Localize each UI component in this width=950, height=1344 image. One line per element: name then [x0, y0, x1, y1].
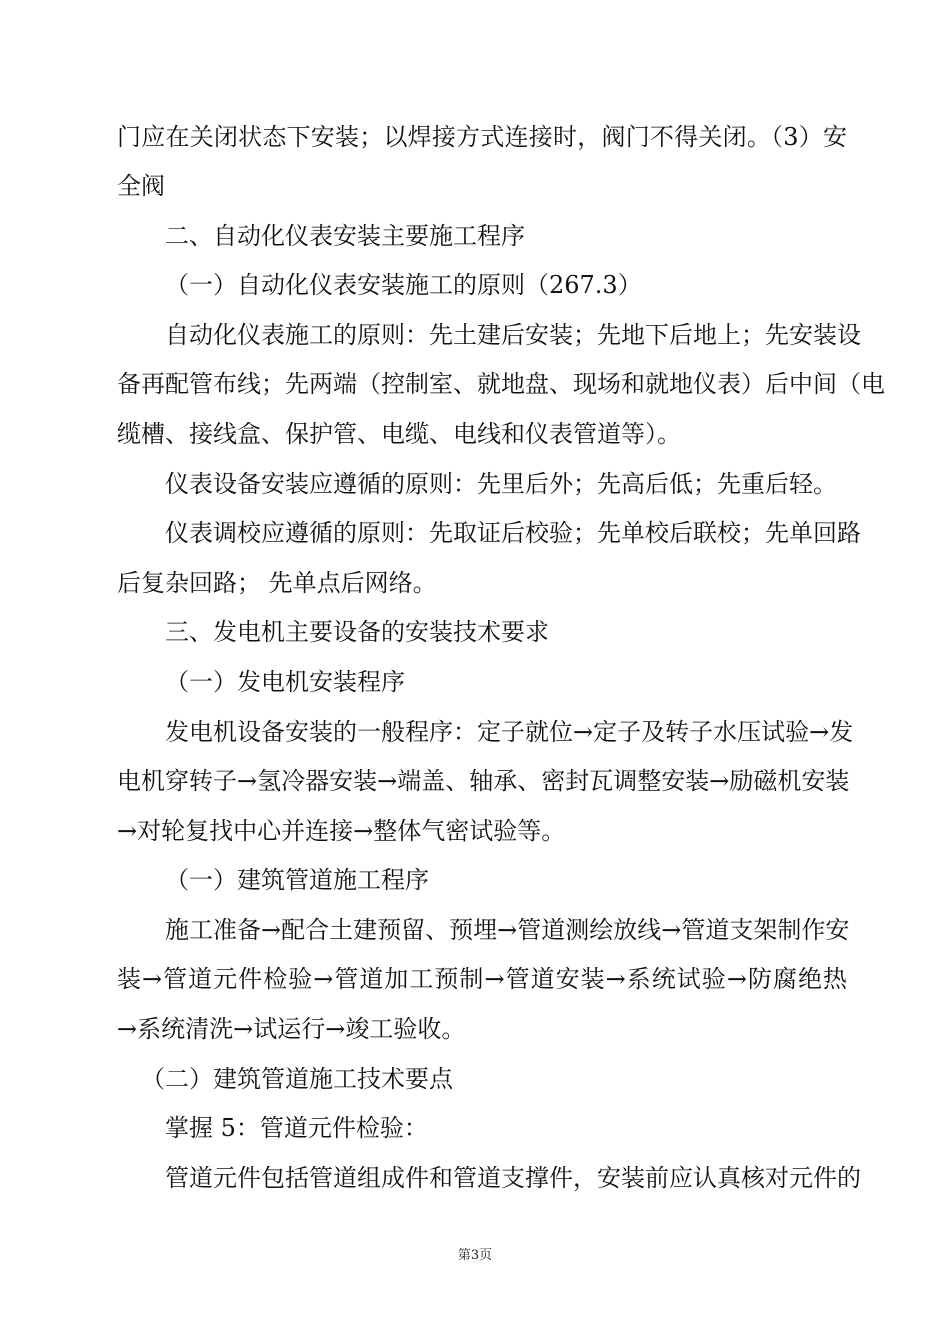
text-line: 管道元件包括管道组成件和管道支撑件，安装前应认真核对元件的	[165, 1164, 861, 1192]
text-line: 门应在关闭状态下安装；以焊接方式连接时，阀门不得关闭。（3）安	[117, 123, 847, 151]
subsection-heading: （一）发电机安装程序	[165, 668, 405, 696]
text-line: →对轮复找中心并连接→整体气密试验等。	[117, 817, 566, 845]
text-line: →系统清洗→试运行→竣工验收。	[117, 1015, 466, 1043]
subsection-heading: （一）自动化仪表安装施工的原则（267.3）	[165, 271, 642, 299]
text-line: 掌握 5：管道元件检验：	[165, 1114, 428, 1142]
text-line: 装→管道元件检验→管道加工预制→管道安装→系统试验→防腐绝热	[117, 965, 847, 993]
section-heading: 二、自动化仪表安装主要施工程序	[165, 222, 525, 250]
page-number: 第3页	[457, 1248, 493, 1263]
subsection-heading: （二）建筑管道施工技术要点	[141, 1065, 453, 1093]
text-line: 全阀	[117, 172, 165, 200]
text-line: 施工准备→配合土建预留、预埋→管道测绘放线→管道支架制作安	[165, 916, 850, 944]
text-line: 仪表调校应遵循的原则：先取证后校验；先单校后联校；先单回路	[165, 519, 861, 547]
text-line: 备再配管布线；先两端（控制室、就地盘、现场和就地仪表）后中间（电	[117, 370, 885, 398]
subsection-heading: （一）建筑管道施工程序	[165, 866, 429, 894]
text-line: 缆槽、接线盒、保护管、电缆、电线和仪表管道等）。	[117, 420, 681, 448]
section-heading: 三、发电机主要设备的安装技术要求	[165, 618, 549, 646]
text-line: 电机穿转子→氢冷器安装→端盖、轴承、密封瓦调整安装→励磁机安装	[117, 767, 850, 795]
text-line: 自动化仪表施工的原则：先土建后安装；先地下后地上；先安装设	[165, 321, 861, 349]
text-line: 发电机设备安装的一般程序：定子就位→定子及转子水压试验→发	[165, 718, 854, 746]
text-line: 仪表设备安装应遵循的原则：先里后外；先高后低；先重后轻。	[165, 470, 837, 498]
text-line: 后复杂回路； 先单点后网络。	[117, 569, 437, 597]
